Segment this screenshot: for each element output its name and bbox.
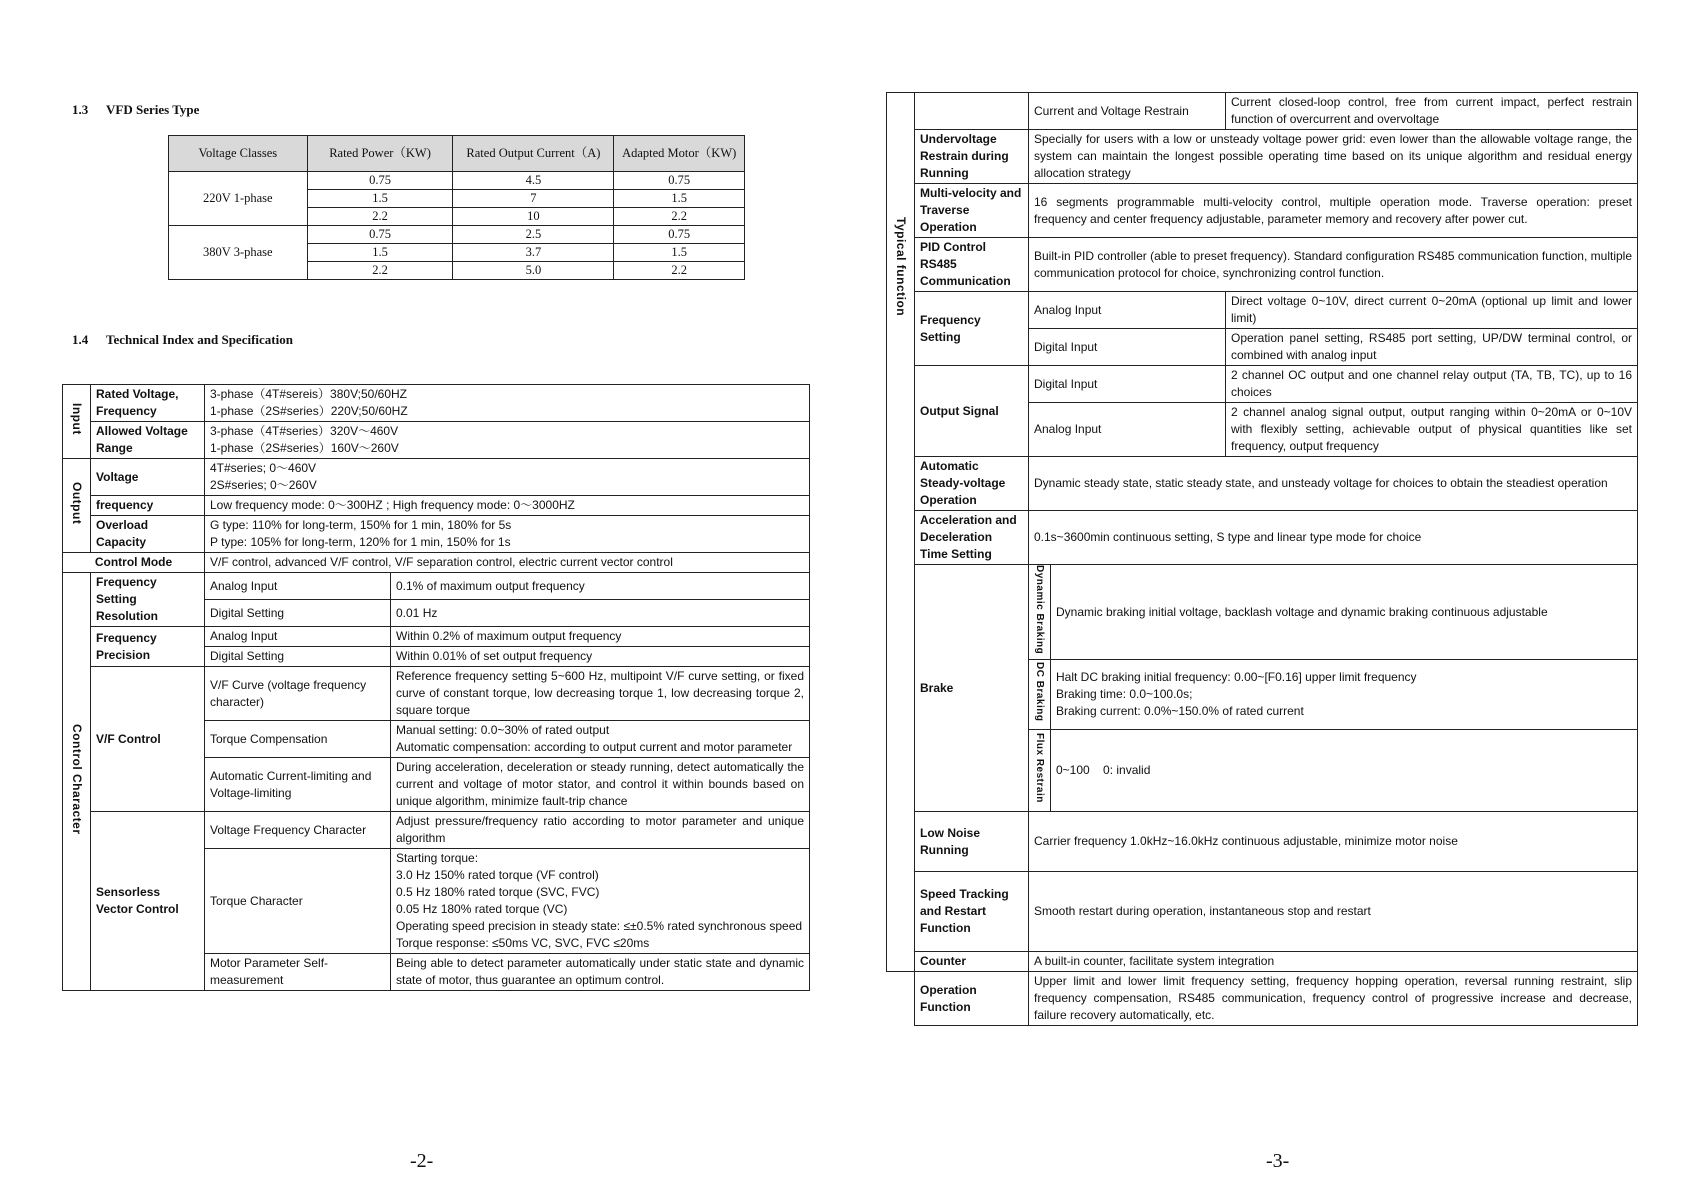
row-label: Counter xyxy=(915,952,1029,972)
row-label: Undervoltage Restrain during Running xyxy=(915,130,1029,184)
input-group-label: Input xyxy=(63,385,91,459)
row-value: Dynamic braking initial voltage, backlash voltage and dynamic braking continuous adjustable xyxy=(1051,565,1638,660)
row-label: Multi-velocity and Traverse Operation xyxy=(915,184,1029,238)
row-label: Acceleration and Deceleration Time Setting xyxy=(915,511,1029,565)
page-number: -2- xyxy=(410,1150,434,1172)
table-row xyxy=(169,172,745,190)
row-label: Operation Function xyxy=(915,972,1029,1026)
sub-label: Analog Input xyxy=(205,627,391,647)
table-row xyxy=(887,457,1638,511)
row-value: Halt DC braking initial frequency: 0.00~[F0.16] upper limit frequency Braking time: 0.0~100.0s; Braking current: 0.0%~150.0% of rated current xyxy=(1051,660,1638,730)
output-group-label: Output xyxy=(63,459,91,553)
row-value: Being able to detect parameter automatically under static state and dynamic state of motor, thus guarantee an optimum control. xyxy=(391,954,810,991)
row-value: 3-phase（4T#sereis）380V;50/60HZ 1-phase（2S#series）220V;50/60HZ xyxy=(205,385,810,422)
section-1-4-title: 1.4 Technical Index and Specification xyxy=(72,332,293,347)
row-label: Frequency Precision xyxy=(91,627,205,667)
typical-function-group-label: Typical function xyxy=(887,93,915,972)
table-row xyxy=(887,511,1638,565)
sub-label: V/F Curve (voltage frequency character) xyxy=(205,667,391,721)
sub-label: Motor Parameter Self-measurement xyxy=(205,954,391,991)
table-row xyxy=(887,366,1638,403)
header-adapted-motor: Adapted Motor（KW) xyxy=(614,136,745,172)
section-1-3-title: 1.3 VFD Series Type xyxy=(72,102,200,117)
row-value: During acceleration, deceleration or steady running, detect automatically the current and voltage of motor stator, and control it within bounds based on unique algorithm, minimize fault-trip chance xyxy=(391,758,810,812)
sub-label: Torque Character xyxy=(205,849,391,954)
row-label: Frequency Setting Resolution xyxy=(91,573,205,627)
row-value: Built-in PID controller (able to preset frequency). Standard configuration RS485 communication function, multiple communication protocol for choice, synchronizing control function. xyxy=(1029,238,1638,292)
table-cell: 3.7 xyxy=(453,244,614,262)
table-row xyxy=(887,238,1638,292)
table-row xyxy=(887,565,1638,660)
table-row xyxy=(63,385,810,422)
table-row xyxy=(169,226,745,244)
row-label: Speed Tracking and Restart Function xyxy=(915,872,1029,952)
row-value: 16 segments programmable multi-velocity control, multiple operation mode. Traverse operation: preset frequency and center frequency adjustable, parameter memory and recovery after power cut. xyxy=(1029,184,1638,238)
row-value: Adjust pressure/frequency ratio according to motor parameter and unique algorithm xyxy=(391,812,810,849)
header-rated-power: Rated Power（KW) xyxy=(307,136,453,172)
right-page xyxy=(846,0,1693,1195)
header-rated-output-current: Rated Output Current（A) xyxy=(453,136,614,172)
typical-function-table xyxy=(886,92,1638,1026)
blank-cell xyxy=(915,93,1029,130)
row-value: Operation panel setting, RS485 port setting, UP/DW terminal control, or combined with analog input xyxy=(1226,329,1638,366)
table-cell: 5.0 xyxy=(453,262,614,280)
sub-label: Analog Input xyxy=(1029,403,1226,457)
table-row xyxy=(887,952,1638,972)
row-value: Smooth restart during operation, instantaneous stop and restart xyxy=(1029,872,1638,952)
row-label: Control Mode xyxy=(63,553,205,573)
row-label: Frequency Setting xyxy=(915,292,1029,366)
row-label: Brake xyxy=(915,565,1029,812)
table-row xyxy=(887,972,1638,1026)
row-value: A built-in counter, facilitate system integration xyxy=(1029,952,1638,972)
table-row xyxy=(63,496,810,516)
table-row xyxy=(63,422,810,459)
sub-label-vertical: DC Braking xyxy=(1029,660,1051,730)
row-value: Specially for users with a low or unsteady voltage power grid: even lower than the allowable voltage range, the system can maintain the longest possible operating time based on its unique algorithm and residual energy allocation strategy xyxy=(1029,130,1638,184)
row-value: Within 0.01% of set output frequency xyxy=(391,647,810,667)
row-value: 4T#series; 0～460V 2S#series; 0～260V xyxy=(205,459,810,496)
sub-label: Voltage Frequency Character xyxy=(205,812,391,849)
row-label: Low Noise Running xyxy=(915,812,1029,872)
row-value: Direct voltage 0~10V, direct current 0~20mA (optional up limit and lower limit) xyxy=(1226,292,1638,329)
table-row xyxy=(887,292,1638,329)
row-value: Upper limit and lower limit frequency setting, frequency hopping operation, reversal running restraint, slip frequency compensation, RS485 communication, frequency control of progressive increase and decrease, failure recovery automatically, etc. xyxy=(1029,972,1638,1026)
row-value: Starting torque: 3.0 Hz 150% rated torque (VF control) 0.5 Hz 180% rated torque (SVC, FVC) 0.05 Hz 180% rated torque (VC) Operating speed precision in steady state: ≤±0.5% rated synchronous speed Torque response: ≤50ms VC, SVC, FVC ≤20ms xyxy=(391,849,810,954)
row-value: G type: 110% for long-term, 150% for 1 min, 180% for 5s P type: 105% for long-term, 120% for 1 min, 150% for 1s xyxy=(205,516,810,553)
table-row xyxy=(887,130,1638,184)
table-cell: 2.2 xyxy=(307,208,453,226)
row-label: V/F Control xyxy=(91,667,205,812)
row-value: Carrier frequency 1.0kHz~16.0kHz continuous adjustable, minimize motor noise xyxy=(1029,812,1638,872)
sub-label: Automatic Current-limiting and Voltage-limiting xyxy=(205,758,391,812)
table-cell: 0.75 xyxy=(307,172,453,190)
sub-label: Analog Input xyxy=(205,573,391,600)
table-row xyxy=(63,627,810,647)
vfd-series-type-table xyxy=(168,135,745,280)
page-number: -3- xyxy=(1266,1150,1290,1172)
table-row xyxy=(887,812,1638,872)
table-cell: 0.75 xyxy=(307,226,453,244)
table-cell: 7 xyxy=(453,190,614,208)
row-value: 0.1s~3600min continuous setting, S type and linear type mode for choice xyxy=(1029,511,1638,565)
row-label: Allowed Voltage Range xyxy=(91,422,205,459)
table-cell: 1.5 xyxy=(614,244,745,262)
row-value: 2 channel analog signal output, output ranging within 0~20mA or 0~10V with flexibly setting, achievable output of physical quantities like set frequency, output frequency xyxy=(1226,403,1638,457)
sub-label: Analog Input xyxy=(1029,292,1226,329)
row-value: Low frequency mode: 0～300HZ ; High frequency mode: 0～3000HZ xyxy=(205,496,810,516)
table-row xyxy=(887,872,1638,952)
table-cell: 2.5 xyxy=(453,226,614,244)
sub-label: Digital Setting xyxy=(205,600,391,627)
header-voltage-classes: Voltage Classes xyxy=(169,136,308,172)
technical-spec-table xyxy=(62,384,810,991)
sub-label: Digital Setting xyxy=(205,647,391,667)
row-label: frequency xyxy=(91,496,205,516)
row-value: 0~100 0: invalid xyxy=(1051,730,1638,812)
row-value: Manual setting: 0.0~30% of rated output Automatic compensation: according to output current and motor parameter xyxy=(391,721,810,758)
row-value: 3-phase（4T#series）320V～460V 1-phase（2S#series）160V～260V xyxy=(205,422,810,459)
table-cell: 2.2 xyxy=(614,262,745,280)
table-cell: 1.5 xyxy=(307,244,453,262)
sub-label: Torque Compensation xyxy=(205,721,391,758)
row-value: V/F control, advanced V/F control, V/F separation control, electric current vector control xyxy=(205,553,810,573)
voltage-class-cell: 220V 1-phase xyxy=(169,172,308,226)
table-cell: 2.2 xyxy=(614,208,745,226)
row-label: Automatic Steady-voltage Operation xyxy=(915,457,1029,511)
control-character-group-label: Control Character xyxy=(63,573,91,991)
row-value: 0.01 Hz xyxy=(391,600,810,627)
row-value: 2 channel OC output and one channel relay output (TA, TB, TC), up to 16 choices xyxy=(1226,366,1638,403)
table-cell: 4.5 xyxy=(453,172,614,190)
row-value: Dynamic steady state, static steady state, and unsteady voltage for choices to obtain the steadiest operation xyxy=(1029,457,1638,511)
table-row xyxy=(887,184,1638,238)
sub-label-vertical: Flux Restrain xyxy=(1029,730,1051,812)
left-page xyxy=(0,0,846,1195)
row-label: Voltage xyxy=(91,459,205,496)
sub-label: Digital Input xyxy=(1029,366,1226,403)
table-cell: 0.75 xyxy=(614,172,745,190)
sub-label-vertical: Dynamic Braking xyxy=(1029,565,1051,660)
row-label: Output Signal xyxy=(915,366,1029,457)
table-row xyxy=(63,573,810,600)
table-row xyxy=(63,516,810,553)
row-label: Overload Capacity xyxy=(91,516,205,553)
row-label: PID Control RS485 Communication xyxy=(915,238,1029,292)
row-value: Current closed-loop control, free from current impact, perfect restrain function of overcurrent and overvoltage xyxy=(1226,93,1638,130)
table-row xyxy=(63,667,810,721)
table-cell: 1.5 xyxy=(307,190,453,208)
row-value: Reference frequency setting 5~600 Hz, multipoint V/F curve setting, or fixed curve of constant torque, low decreasing torque 1, low decreasing torque 2, square torque xyxy=(391,667,810,721)
table-row xyxy=(887,93,1638,130)
table-cell: 0.75 xyxy=(614,226,745,244)
row-value: Within 0.2% of maximum output frequency xyxy=(391,627,810,647)
row-value: 0.1% of maximum output frequency xyxy=(391,573,810,600)
row-label: Sensorless Vector Control xyxy=(91,812,205,991)
table-row xyxy=(63,553,810,573)
table-cell: 2.2 xyxy=(307,262,453,280)
voltage-class-cell: 380V 3-phase xyxy=(169,226,308,280)
table-row xyxy=(63,459,810,496)
table-cell: 1.5 xyxy=(614,190,745,208)
row-label: Rated Voltage, Frequency xyxy=(91,385,205,422)
sub-label: Digital Input xyxy=(1029,329,1226,366)
table-cell: 10 xyxy=(453,208,614,226)
table-header-row xyxy=(169,136,745,172)
blank-cell xyxy=(887,972,915,1026)
sub-label: Current and Voltage Restrain xyxy=(1029,93,1226,130)
table-row xyxy=(63,812,810,849)
